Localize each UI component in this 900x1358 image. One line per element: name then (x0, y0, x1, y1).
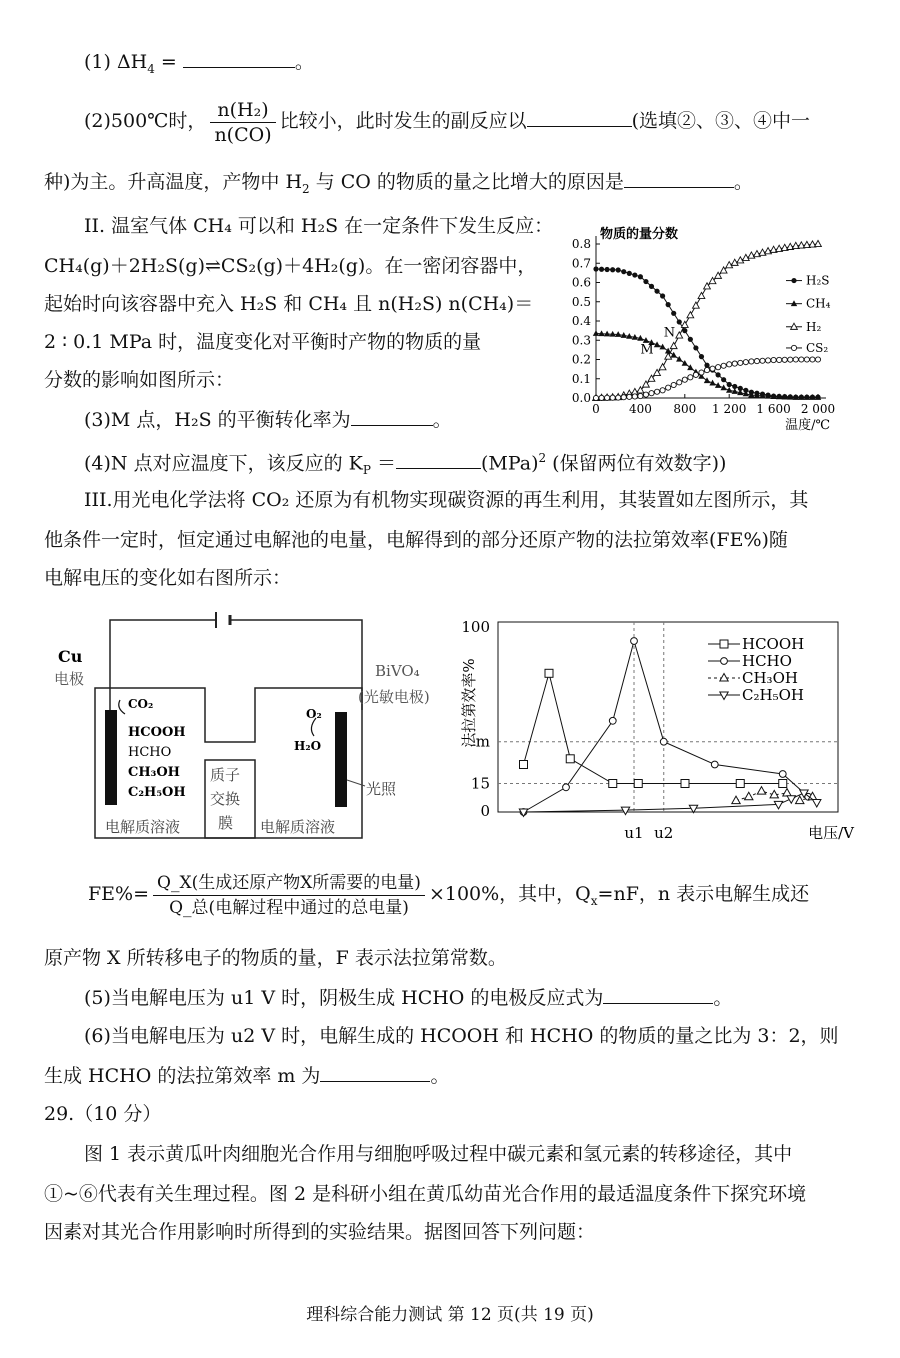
section2-reaction: CH₄(g)＋2H₂S(g)⇌CS₂(g)＋4H₂(g)。在一密闭容器中， (44, 255, 537, 277)
legend-label: HCOOH (742, 635, 805, 653)
series-point (621, 807, 629, 815)
series-point (796, 796, 804, 804)
series-point (743, 360, 748, 365)
bivo4-label: BiVO₄ (375, 662, 420, 680)
product-c2h5oh: C₂H₅OH (128, 785, 186, 800)
series-point (774, 801, 782, 809)
series-point (716, 372, 721, 377)
answer-blank-5[interactable] (603, 985, 713, 1004)
series-point (682, 377, 687, 382)
question-5 (84, 984, 732, 1012)
cu-electrode-label: 电极 (54, 670, 85, 688)
q3-end: 。 (432, 409, 452, 431)
series-point (649, 391, 654, 396)
chart2-ylabel: 法拉第效率% (460, 658, 478, 748)
fraction-denominator: n(CO) (214, 123, 272, 146)
series-point (745, 792, 753, 800)
series-point (779, 780, 787, 788)
series-point (804, 357, 809, 362)
y-tick-label: 0.4 (571, 314, 591, 328)
question-29-line2: ①~⑥代表有关生理过程。图 2 是科研小组在黄瓜幼苗光合作用的最适温度条件下探究环境 (44, 1183, 807, 1205)
chart1-plot (572, 226, 835, 433)
wire-left (110, 620, 216, 715)
q4-sup: 2 (538, 451, 547, 465)
series-point (736, 780, 744, 788)
answer-blank-2a[interactable] (527, 108, 632, 127)
legend-marker (721, 658, 728, 665)
q1-end: 。 (294, 51, 314, 73)
y-tick-label: m (475, 732, 490, 751)
y-tick-label: 100 (461, 618, 490, 636)
series-point (643, 392, 648, 397)
series-point (698, 292, 705, 298)
annotation-n: N (663, 325, 676, 341)
series-point (627, 394, 632, 399)
series-point (632, 272, 637, 277)
formula-denominator: Q_总(电解过程中通过的总电量) (169, 897, 409, 918)
legend-label: H₂S (806, 273, 830, 288)
chart2-plot (460, 618, 855, 842)
series-point (634, 780, 642, 788)
q4-text: (4)N 点对应温度下，该反应的 K (84, 452, 363, 475)
y-tick-label: 0.8 (571, 237, 591, 251)
y-tick-label: 0.2 (571, 352, 591, 367)
series-point (688, 337, 693, 342)
series-point (793, 357, 798, 362)
series-point (643, 279, 648, 284)
series-point (627, 271, 632, 276)
q6-end: 。 (430, 1065, 450, 1087)
q2-lead: (2)500℃时， (84, 110, 207, 132)
formula-line2: 原产物 X 所转移电子的物质的量，F 表示法拉第常数。 (44, 947, 507, 969)
series-line (596, 244, 818, 398)
light-label: 光照 (366, 780, 397, 798)
series-point (765, 358, 770, 363)
series-point (688, 375, 693, 380)
section3-line2: 他条件一定时，恒定通过电解池的电量，电解得到的部分还原产物的法拉第效率(FE%)随 (44, 529, 788, 551)
q6-text: 生成 HCHO 的法拉第效率 m 为 (44, 1065, 321, 1087)
series-point (671, 352, 677, 358)
series-point (687, 312, 694, 318)
bivo4-electrode-label: (光敏电极) (358, 688, 430, 706)
series-point (563, 784, 570, 791)
series-point (605, 395, 610, 400)
y-tick-label: 0.7 (571, 256, 591, 271)
series-point (777, 357, 782, 362)
x-tick-label: 400 (628, 402, 652, 416)
page-footer: 理科综合能力测试 第 12 页(共 19 页) (306, 1305, 594, 1325)
ratio-fraction (210, 98, 275, 147)
formula-numerator: Q_X(生成还原产物X所需要的电量) (153, 871, 425, 896)
q2-line2b: 与 CO 的物质的量之比增大的原因是 (309, 171, 624, 193)
series-point (631, 638, 638, 645)
series-point (671, 382, 676, 387)
q4-unit: (MPa) (480, 452, 539, 475)
section3-line3: 电解电压的变化如右图所示： (44, 567, 292, 589)
series-point (593, 266, 598, 271)
series-point (721, 363, 726, 368)
question-1 (84, 48, 314, 83)
legend-label: H₂ (806, 319, 822, 334)
fraction-numerator: n(H₂) (210, 98, 275, 123)
series-point (666, 302, 671, 307)
series-point (666, 385, 671, 390)
question-4 (84, 444, 726, 484)
series-point (609, 780, 617, 788)
series-point (609, 717, 616, 724)
series-point (599, 395, 604, 400)
series-point (699, 370, 704, 375)
q1-sub: 4 (147, 61, 155, 76)
series-point (682, 360, 688, 366)
h2o-label: H₂O (294, 739, 322, 753)
q4-sub: P (362, 463, 371, 478)
series-point (649, 284, 654, 289)
formula-rest: =nF，n 表示电解生成还 (597, 883, 810, 905)
series-point (545, 669, 553, 677)
legend-label: CH₃OH (742, 669, 798, 687)
series-point (676, 356, 682, 362)
y-tick-label: 0.1 (571, 371, 591, 386)
series-point (681, 780, 689, 788)
series-point (693, 302, 700, 308)
product-hcooh: HCOOH (128, 725, 186, 740)
question-2-line2 (44, 168, 753, 203)
series-point (754, 358, 759, 363)
y-tick-label: 15 (470, 774, 490, 793)
fe-formula (88, 866, 809, 929)
q4-eq: ＝ (370, 452, 396, 475)
series-point (693, 345, 698, 350)
q4-note: (保留两位有效数字)) (546, 452, 727, 475)
series-point (788, 357, 793, 362)
answer-blank-1[interactable] (183, 49, 295, 68)
y-tick-label: 0.6 (571, 275, 591, 290)
x-tick-label: 1 200 (712, 402, 747, 416)
cu-electrode (105, 710, 117, 805)
section2-line1: II. 温室气体 CH₄ 可以和 H₂S 在一定条件下发生反应： (84, 215, 554, 237)
section2-line5: 分数的影响如图所示： (44, 369, 235, 391)
series-point (593, 395, 598, 400)
series-point (693, 372, 698, 377)
o2-label: O₂ (306, 707, 322, 721)
question-6-line1: (6)当电解电压为 u2 V 时，电解生成的 HCOOH 和 HCHO 的物质的量之比为 3：2，则 (84, 1025, 839, 1047)
series-point (566, 755, 574, 763)
series-point (621, 269, 626, 274)
answer-blank-4[interactable] (396, 450, 481, 469)
series-point (677, 380, 682, 385)
series-point (610, 267, 615, 272)
y-tick-label: 0 (480, 802, 490, 820)
electrolyte-right: 电解质溶液 (260, 818, 336, 836)
legend-marker (720, 674, 728, 682)
legend-marker (791, 278, 796, 283)
series-point (721, 377, 726, 382)
series-point (732, 361, 737, 366)
series-point (520, 761, 528, 769)
electrolysis-apparatus (50, 610, 460, 850)
series-point (599, 267, 604, 272)
formula-times: ×100%，其中，Q (428, 883, 591, 905)
series-point (610, 395, 615, 400)
membrane-label-2: 交换 (210, 790, 241, 808)
series-point (783, 789, 791, 797)
question-29-header: 29.（10 分） (44, 1103, 162, 1125)
legend-label: C₂H₅OH (742, 686, 804, 704)
membrane-label-1: 质子 (210, 766, 241, 784)
series-point (760, 358, 765, 363)
x-tick-label: 0 (592, 402, 600, 416)
legend-marker (791, 345, 796, 350)
formula-fraction (153, 871, 425, 920)
series-point (677, 319, 682, 324)
cu-label: Cu (58, 647, 83, 666)
series-point (670, 342, 677, 348)
series-point (616, 267, 621, 272)
y-tick-label: 0.3 (571, 333, 591, 348)
co2-arrow (119, 700, 125, 714)
product-hcho: HCHO (128, 745, 172, 760)
series-point (810, 357, 815, 362)
x-tick-label: 1 600 (756, 402, 791, 416)
chart1-xlabel: 温度/℃ (785, 418, 830, 433)
series-point (716, 365, 721, 370)
question-6-line2 (44, 1062, 449, 1090)
formula-qx-sub: x (590, 893, 598, 908)
x-tick-label: u1 (624, 824, 644, 842)
series-point (799, 357, 804, 362)
series-point (787, 796, 795, 804)
formula-lhs: FE%= (88, 883, 150, 905)
section3-line1: III.用光电化学法将 CO₂ 还原为有机物实现碳资源的再生利用，其装置如左图所示，其 (84, 489, 809, 511)
series-point (659, 364, 666, 370)
co2-label: CO₂ (128, 697, 154, 711)
question-2 (84, 96, 810, 147)
q1-eq: = (154, 51, 183, 73)
answer-blank-2b[interactable] (624, 169, 734, 188)
chart1-title: 物质的量分数 (600, 227, 679, 242)
series-point (771, 357, 776, 362)
series-point (699, 354, 704, 359)
series-point (616, 395, 621, 400)
legend-label: CH₄ (806, 296, 831, 311)
product-ch3oh: CH₃OH (128, 765, 180, 780)
h2-sub: 2 (302, 181, 310, 196)
series-point (654, 289, 659, 294)
legend-label: CS₂ (806, 340, 829, 355)
series-point (660, 388, 665, 393)
chart2-xlabel: 电压/V (808, 824, 854, 842)
legend-marker (791, 323, 798, 329)
q2-line2-end: 。 (733, 171, 753, 193)
series-point (671, 311, 676, 316)
series-point (687, 364, 693, 370)
series-point (638, 393, 643, 398)
answer-blank-3[interactable] (351, 407, 433, 426)
wire-right (230, 620, 362, 710)
q2-line2a: 种)为主。升高温度，产物中 H (44, 171, 303, 193)
legend-marker (720, 692, 728, 700)
series-point (749, 359, 754, 364)
q1-text: (1) ΔH (84, 51, 148, 73)
series-point (704, 367, 709, 372)
series-point (660, 293, 665, 298)
answer-blank-6[interactable] (320, 1063, 430, 1082)
bivo4-electrode (335, 712, 347, 807)
q5-text: (5)当电解电压为 u1 V 时，阴极生成 HCHO 的电极反应式为 (84, 987, 604, 1009)
q2-mid: 比较小，此时发生的副反应以 (279, 110, 527, 132)
section2-line4: 2 ∶ 0.1 MPa 时，温度变化对平衡时产物的物质的量 (44, 331, 482, 353)
question-29-line1: 图 1 表示黄瓜叶肉细胞光合作用与细胞呼吸过程中碳元素和氢元素的转移途径，其中 (84, 1143, 793, 1165)
annotation-m: M (640, 342, 654, 358)
series-point (681, 321, 688, 327)
series-point (676, 332, 683, 338)
series-point (727, 382, 732, 387)
series-point (779, 771, 786, 778)
series-point (605, 267, 610, 272)
series-point (704, 377, 710, 383)
series-point (732, 796, 740, 804)
y-tick-label: 0.0 (571, 391, 591, 405)
series-point (710, 366, 715, 371)
y-tick-label: 0.5 (571, 294, 591, 309)
q3-text: (3)M 点，H₂S 的平衡转化率为 (84, 409, 351, 431)
series-point (638, 274, 643, 279)
q2-tail: (选填②、③、④中一 (631, 110, 811, 132)
q5-end: 。 (713, 987, 733, 1009)
question-29-line3: 因素对其光合作用影响时所得到的实验结果。据图回答下列问题： (44, 1221, 596, 1243)
faradaic-efficiency-chart (440, 608, 860, 853)
series-point (738, 360, 743, 365)
series-point (632, 394, 637, 399)
x-tick-label: u2 (654, 824, 674, 842)
question-3 (84, 406, 452, 434)
series-point (815, 240, 822, 246)
series-point (757, 787, 765, 795)
x-tick-label: 800 (673, 402, 697, 416)
series-point (813, 800, 821, 808)
series-point (654, 389, 659, 394)
series-point (711, 761, 718, 768)
series-point (665, 353, 672, 359)
series-point (815, 357, 820, 362)
section2-line3: 起始时向该容器中充入 H₂S 和 CH₄ 且 n(H₂S) n(CH₄)＝ (44, 293, 534, 315)
legend-label: HCHO (742, 652, 792, 670)
membrane-label-3: 膜 (218, 814, 234, 832)
series-point (593, 330, 599, 336)
series-point (660, 738, 667, 745)
electrolyte-left: 电解质溶液 (105, 818, 181, 836)
series-point (621, 395, 626, 400)
series-point (727, 362, 732, 367)
mole-fraction-chart (560, 222, 860, 440)
x-tick-label: 2 000 (800, 402, 836, 416)
legend-marker (720, 640, 728, 648)
series-point (782, 357, 787, 362)
legend-marker (791, 300, 797, 306)
